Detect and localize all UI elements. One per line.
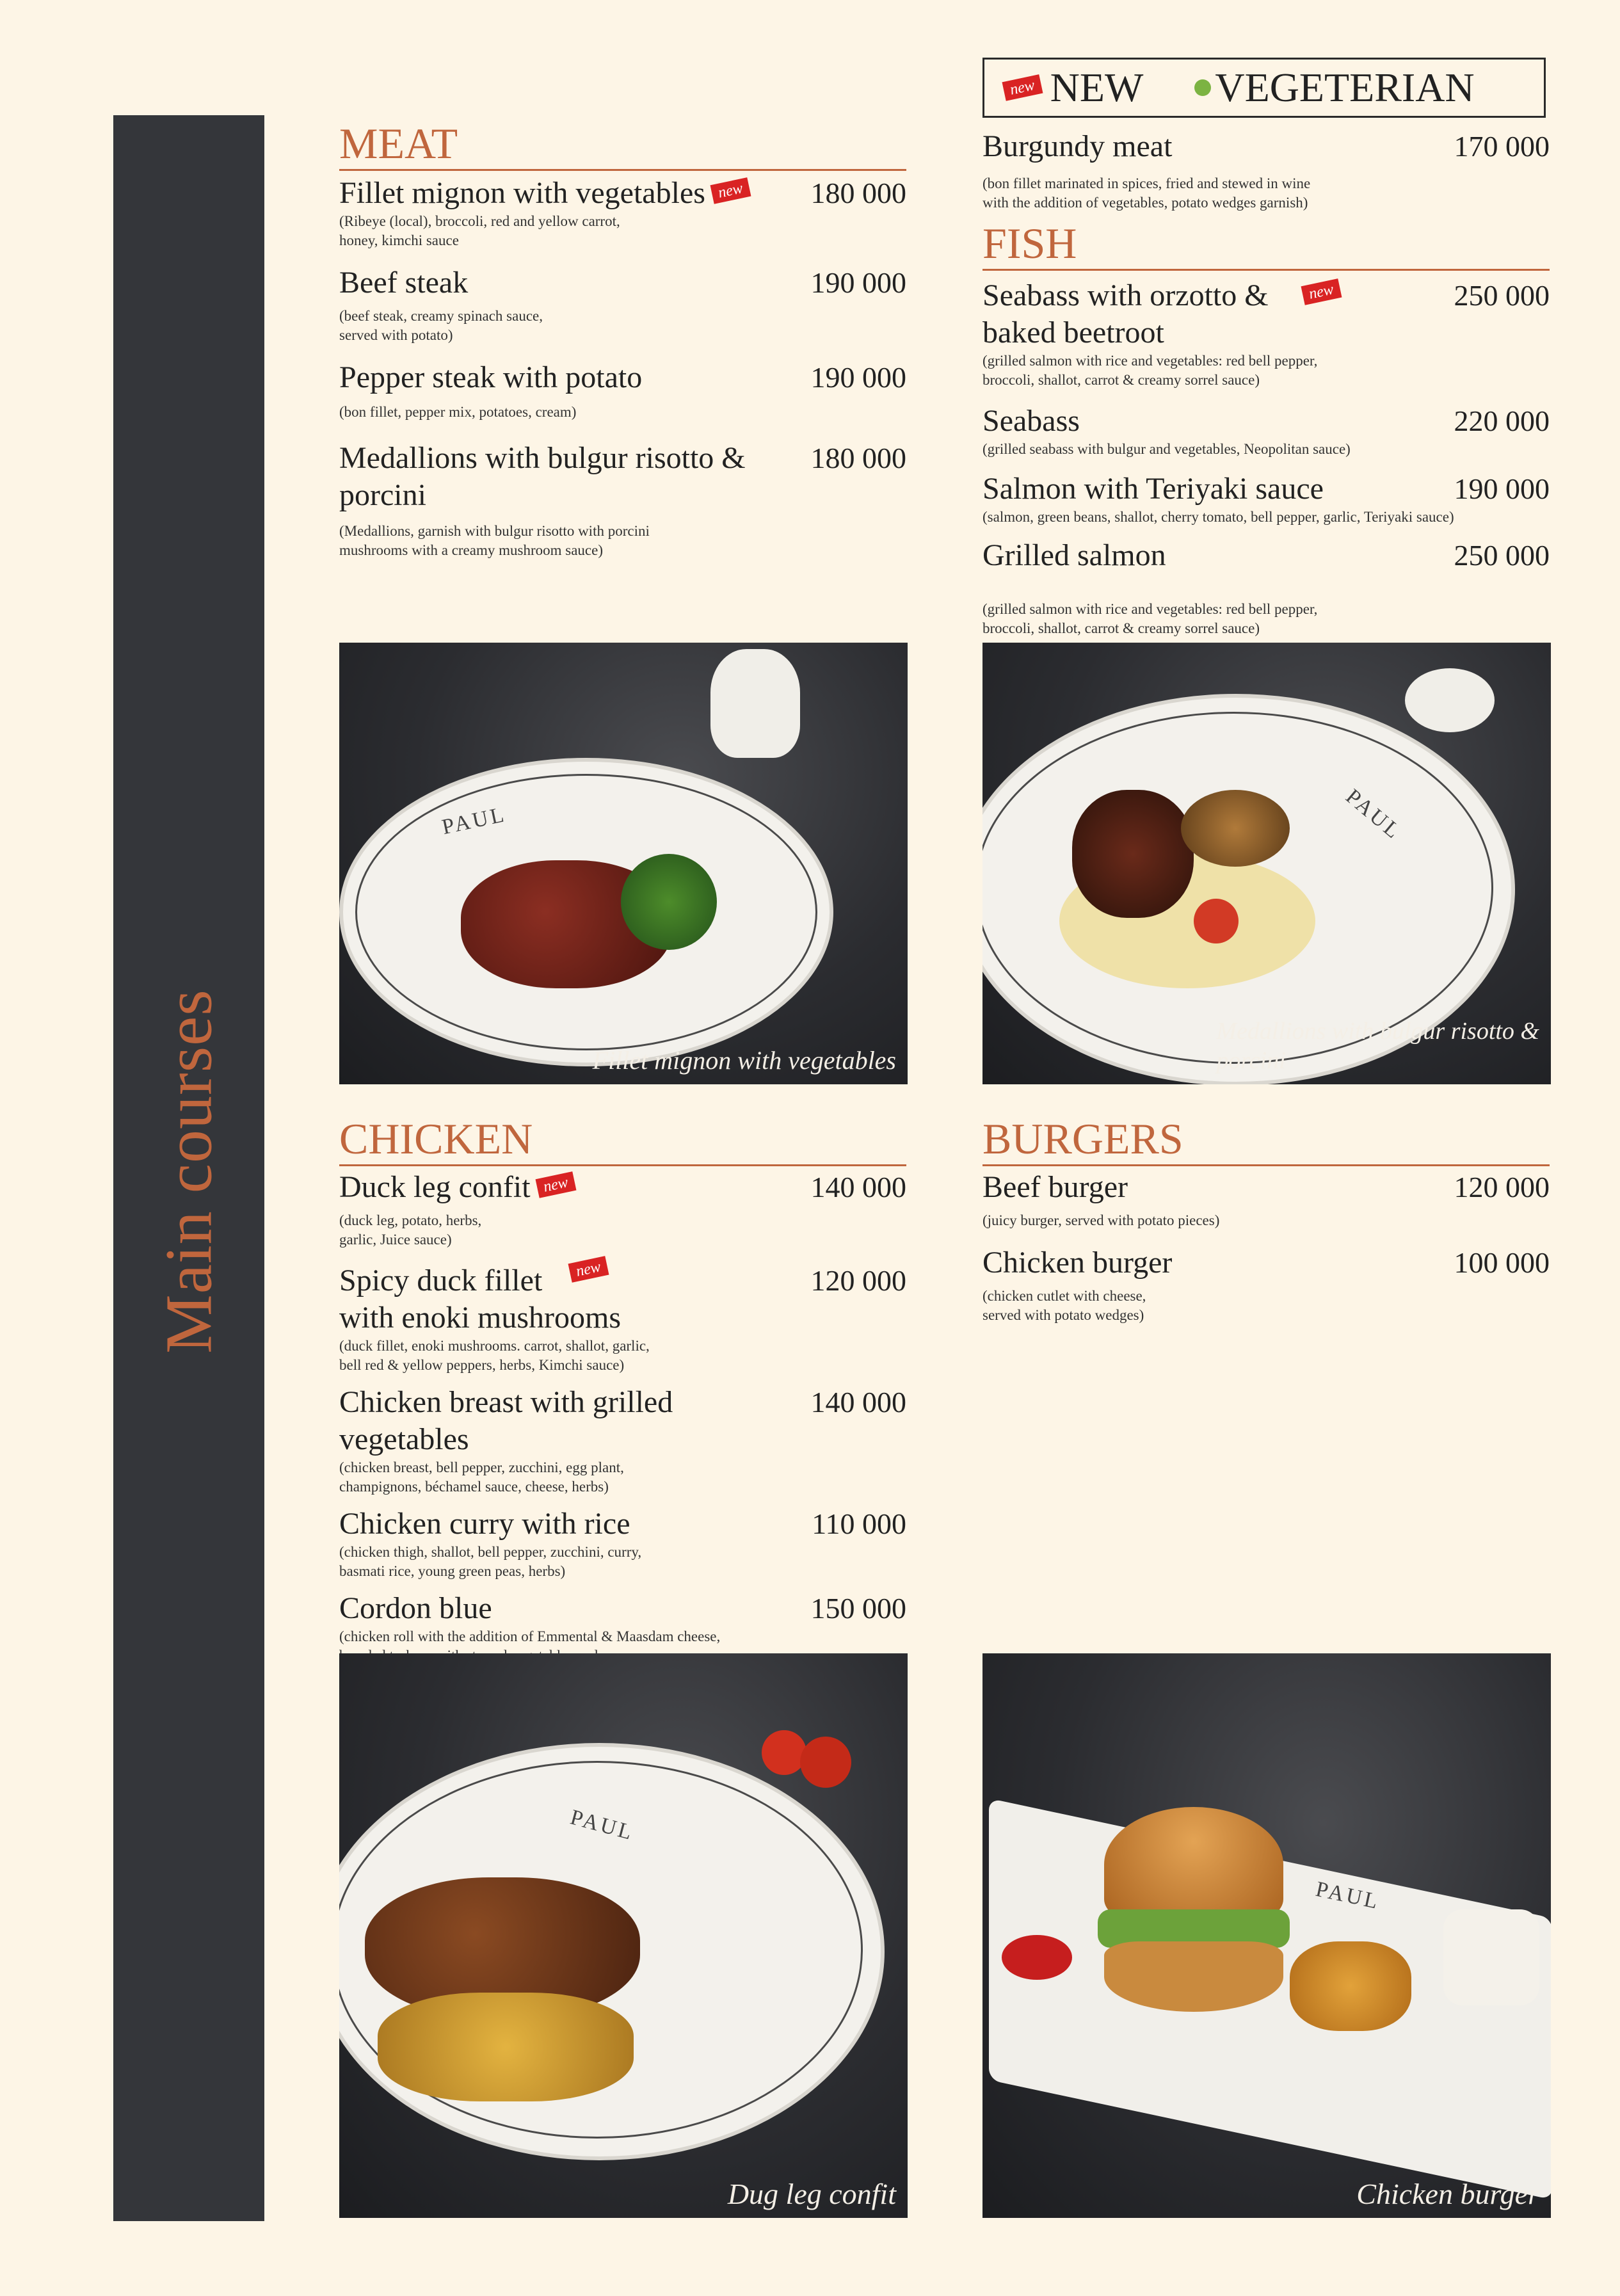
item-description: (Ribeye (local), broccoli, red and yellow carrot, honey, kimchi sauce	[339, 213, 620, 248]
item-description: (grilled salmon with rice and vegetables: red bell pepper, broccoli, shallot, carrot & creamy sorrel sauce)	[982, 601, 1318, 636]
item-description: (beef steak, creamy spinach sauce, served with potato)	[339, 308, 543, 343]
porcini	[1181, 790, 1290, 867]
item-description: (bon fillet, pepper mix, potatoes, cream)	[339, 404, 577, 420]
item-name: Spicy duck fillet with enoki mushrooms	[339, 1264, 621, 1335]
photo-caption: Medallions with bulgur risotto & porcini	[1216, 1018, 1539, 1074]
burger-bun-top	[1104, 1807, 1283, 1922]
menu-item	[339, 175, 906, 250]
sidebar-title: Main courses	[152, 989, 226, 1354]
item-price: 180 000	[810, 442, 906, 474]
legend-new-label: NEW	[1050, 65, 1144, 110]
item-name: Grilled salmon	[982, 538, 1166, 572]
item-price: 120 000	[1454, 1171, 1550, 1203]
item-name: Seabass	[982, 404, 1080, 438]
right-top-section	[982, 128, 1550, 213]
item-price: 190 000	[1454, 472, 1550, 505]
item-price: 100 000	[1454, 1246, 1550, 1279]
new-badge: new	[535, 1171, 576, 1198]
photo-duck-leg	[339, 1653, 908, 2218]
item-name: Beef steak	[339, 266, 469, 300]
item-description: (duck leg, potato, herbs, garlic, Juice sauce)	[339, 1212, 482, 1248]
item-name: Salmon with Teriyaki sauce	[982, 472, 1324, 506]
photo-caption: Chicken burger	[1356, 2178, 1539, 2210]
meat-section	[339, 119, 906, 560]
section-title: CHICKEN	[339, 1117, 906, 1166]
item-name: Chicken breast with grilled vegetables	[339, 1385, 673, 1456]
menu-item	[339, 1384, 906, 1497]
item-description: (duck fillet, enoki mushrooms. carrot, shallot, garlic, bell red & yellow peppers, herbs, Kimchi sauce)	[339, 1338, 650, 1373]
burgers-section	[982, 1114, 1550, 1325]
tomato	[1194, 899, 1239, 943]
item-name: Fillet mignon with vegetables new	[339, 175, 906, 212]
menu-item	[982, 277, 1550, 390]
section-title: MEAT	[339, 122, 906, 171]
new-badge: new	[1301, 278, 1342, 305]
item-name: Duck leg confit new	[339, 1169, 906, 1206]
item-name: Burgundy meat	[982, 129, 1173, 163]
potatoes	[378, 1993, 634, 2101]
plate-brand: PAUL	[1313, 1877, 1383, 1915]
menu-item	[339, 1169, 906, 1249]
item-description: (grilled seabass with bulgur and vegetables, Neopolitan sauce)	[982, 441, 1351, 457]
menu-item	[339, 1258, 906, 1375]
item-description: (Medallions, garnish with bulgur risotto with porcini mushrooms with a creamy mushroom sauce)	[339, 523, 650, 558]
coleslaw-cup	[1443, 1909, 1539, 2005]
section-title: FISH	[982, 221, 1550, 271]
item-price: 250 000	[1454, 539, 1550, 572]
item-price: 170 000	[1454, 130, 1550, 163]
item-price: 150 000	[810, 1592, 906, 1625]
legend-box	[982, 58, 1546, 118]
potato-wedges	[1290, 1941, 1411, 2031]
photo-chicken-burger	[982, 1653, 1551, 2218]
item-description: (bon fillet marinated in spices, fried and stewed in wine with the addition of vegetables, potato wedges garnish)	[982, 175, 1311, 211]
menu-item	[982, 1169, 1550, 1230]
menu-item	[339, 440, 906, 560]
item-description: (chicken thigh, shallot, bell pepper, zucchini, curry, basmati rice, young green peas, herbs)	[339, 1544, 642, 1579]
fish-section	[982, 221, 1550, 638]
item-name: Chicken burger	[982, 1246, 1173, 1280]
menu-item	[982, 403, 1550, 459]
new-badge: new	[568, 1256, 609, 1283]
new-badge: new	[1002, 74, 1043, 101]
item-price: 250 000	[1454, 279, 1550, 312]
photo-medallions	[982, 643, 1551, 1084]
item-name: Seabass with orzotto & baked beetroot	[982, 278, 1269, 349]
item-name: Cordon blue	[339, 1591, 492, 1625]
item-price: 190 000	[810, 361, 906, 394]
item-price: 140 000	[810, 1171, 906, 1203]
item-name: Chicken curry with rice	[339, 1507, 630, 1541]
menu-item	[982, 537, 1550, 638]
section-title: BURGERS	[982, 1117, 1550, 1166]
item-price: 120 000	[810, 1264, 906, 1297]
menu-item	[339, 359, 906, 422]
menu-item	[339, 264, 906, 345]
item-name: Beef burger	[982, 1170, 1128, 1204]
item-price: 180 000	[810, 177, 906, 209]
item-description: (chicken cutlet with cheese, served with potato wedges)	[982, 1288, 1146, 1323]
item-name: Medallions with bulgur risotto & porcini	[339, 441, 746, 512]
burger-bun-bottom	[1104, 1941, 1283, 2012]
photo-caption: Fillet mignon with vegetables	[592, 1046, 896, 1075]
bowl	[1405, 668, 1495, 732]
ketchup-cup	[1002, 1935, 1072, 1980]
new-badge: new	[710, 177, 751, 204]
item-price: 220 000	[1454, 405, 1550, 437]
tomato	[800, 1737, 851, 1788]
photo-caption: Dug leg confit	[727, 2178, 896, 2210]
photo-fillet-mignon	[339, 643, 908, 1084]
menu-item	[982, 470, 1550, 527]
plate-brand: PAUL	[440, 802, 509, 840]
menu-item	[982, 1244, 1550, 1325]
menu-item	[982, 128, 1550, 213]
item-description: (grilled salmon with rice and vegetables: red bell pepper, broccoli, shallot, carrot & creamy sorrel sauce)	[982, 353, 1318, 388]
chicken-section	[339, 1114, 906, 1666]
plate-brand: PAUL	[568, 1805, 637, 1845]
item-description: (juicy burger, served with potato pieces)	[982, 1212, 1220, 1228]
vegetarian-dot-icon	[1194, 79, 1211, 96]
medallion	[1072, 790, 1194, 918]
item-price: 110 000	[812, 1507, 906, 1540]
legend-veg-label: VEGETERIAN	[1215, 65, 1475, 110]
item-description: (chicken breast, bell pepper, zucchini, egg plant, champignons, béchamel sauce, cheese, herbs)	[339, 1459, 624, 1495]
sauce-jug	[710, 649, 800, 758]
item-price: 190 000	[810, 266, 906, 299]
item-description: (salmon, green beans, shallot, cherry tomato, bell pepper, garlic, Teriyaki sauce)	[982, 509, 1454, 525]
menu-item	[339, 1505, 906, 1581]
item-name: Pepper steak with potato	[339, 360, 643, 394]
item-description: (chicken roll with the addition of Emmental & Maasdam cheese,	[339, 1628, 721, 1644]
plate-brand: PAUL	[1341, 784, 1406, 845]
item-price: 140 000	[810, 1386, 906, 1418]
broccoli	[621, 854, 717, 950]
tomato	[762, 1730, 806, 1775]
